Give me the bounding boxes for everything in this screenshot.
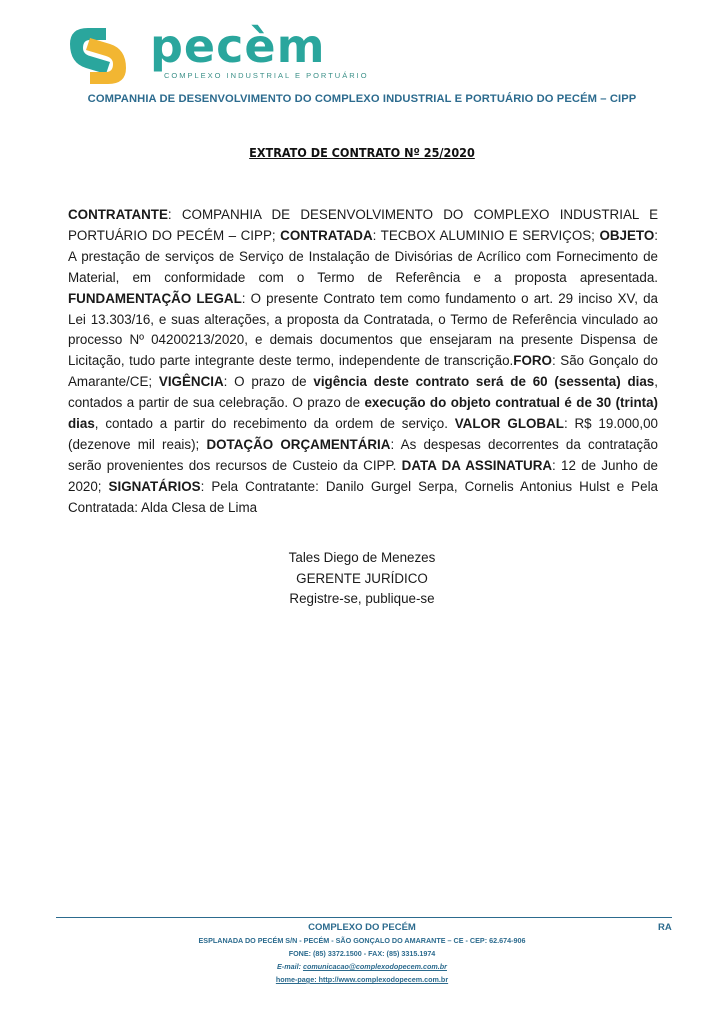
signatarios-label: SIGNATÁRIOS: [108, 478, 201, 494]
fundamentacao-value: : O presente Contrato tem como fundamento o art. 29 inciso XV, da Lei 13.303/16, e suas alterações, a proposta da Contratada, o Termo de Referência vinculado ao processo Nº 04200213/2020, e demais documentos que ensejaram na presente Dispensa de Licitação, tudo parte integrante deste termo, independente de transcrição.: [68, 290, 658, 369]
data-assinatura-label: DATA DA ASSINATURA: [401, 457, 553, 473]
footer-homepage-link[interactable]: home-page: http://www.complexodopecem.com.br: [275, 975, 449, 984]
contratada-label: CONTRATADA: [280, 227, 373, 243]
contratada-value: : TECBOX ALUMINIO E SERVIÇOS;: [372, 227, 600, 243]
footer-address: ESPLANADA DO PECÉM S/N - PECÉM - SÃO GONÇALO DO AMARANTE – CE - CEP: 62.674-906: [198, 936, 526, 945]
valor-value: : R$ 19.000,00 (dezenove mil reais);: [68, 416, 658, 452]
footer-email-line: [0, 960, 724, 973]
document-title: EXTRATO DE CONTRATO Nº 25/2020: [249, 145, 475, 160]
objeto-value: : A prestação de serviços de Serviço de Instalação de Divisórias de Acrílico com Fornecimento de Material, em conformidade com o Termo de Referência e a proposta apresentada.: [68, 227, 659, 285]
vigencia-bold: vigência deste contrato será de 60 (sessenta) dias: [313, 374, 655, 390]
foro-label: FORO: [513, 353, 552, 369]
foro-value: : São Gonçalo do Amarante/CE;: [68, 353, 659, 390]
contratante-label: CONTRATANTE: [68, 207, 168, 222]
footer: [0, 921, 724, 986]
logo-wordmark: pecèm: [150, 19, 326, 73]
valor-label: VALOR GLOBAL: [454, 416, 564, 432]
fundamentacao-label: FUNDAMENTAÇÃO LEGAL: [68, 290, 242, 306]
data-assinatura-value: : 12 de Junho de 2020;: [68, 457, 658, 494]
signature-block: [0, 548, 724, 610]
execucao-value: , contado a partir do recebimento da ordem de serviço.: [94, 416, 455, 432]
footer-email-label: E-mail:: [277, 962, 303, 971]
contract-body: [68, 205, 658, 519]
objeto-label: OBJETO: [599, 227, 655, 243]
footer-email-link[interactable]: comunicacao@complexodopecem.com.br: [302, 962, 447, 971]
contratante-value: : COMPANHIA DE DESENVOLVIMENTO DO COMPLEXO INDUSTRIAL E PORTUÁRIO DO PECÉM – CIPP;: [68, 207, 658, 243]
signatarios-value: : Pela Contratante: Danilo Gurgel Serpa, Cornelis Antonius Hulst e Pela Contratada: Alda Clesa de Lima: [68, 478, 658, 515]
footer-title: COMPLEXO DO PECÉM: [308, 922, 416, 933]
vigencia-label: VIGÊNCIA: [158, 374, 224, 390]
footer-divider: [56, 917, 672, 918]
signer-name: Tales Diego de Menezes: [288, 550, 436, 565]
footer-phone: FONE: (85) 3372.1500 - FAX: (85) 3315.1974: [288, 949, 436, 958]
vigencia-value-2: , contados a partir de sua celebração. O prazo de: [68, 374, 658, 411]
signer-role: GERENTE JURÍDICO: [296, 570, 428, 586]
dotacao-label: DOTAÇÃO ORÇAMENTÁRIA: [206, 436, 391, 452]
dotacao-value: : As despesas decorrentes da contratação serão provenientes dos recursos de Custeio da CIPP.: [68, 436, 658, 473]
execucao-bold: execução do objeto contratual é de 30 (trinta) dias: [68, 395, 658, 432]
company-header: COMPANHIA DE DESENVOLVIMENTO DO COMPLEXO INDUSTRIAL E PORTUÁRIO DO PECÉM – CIPP: [87, 93, 637, 105]
logo-subtitle: COMPLEXO INDUSTRIAL E PORTUÁRIO: [164, 71, 369, 80]
vigencia-value-1: : O prazo de: [223, 374, 314, 390]
footer-code: RA: [658, 922, 672, 933]
publication-note: Registre-se, publique-se: [289, 591, 435, 606]
